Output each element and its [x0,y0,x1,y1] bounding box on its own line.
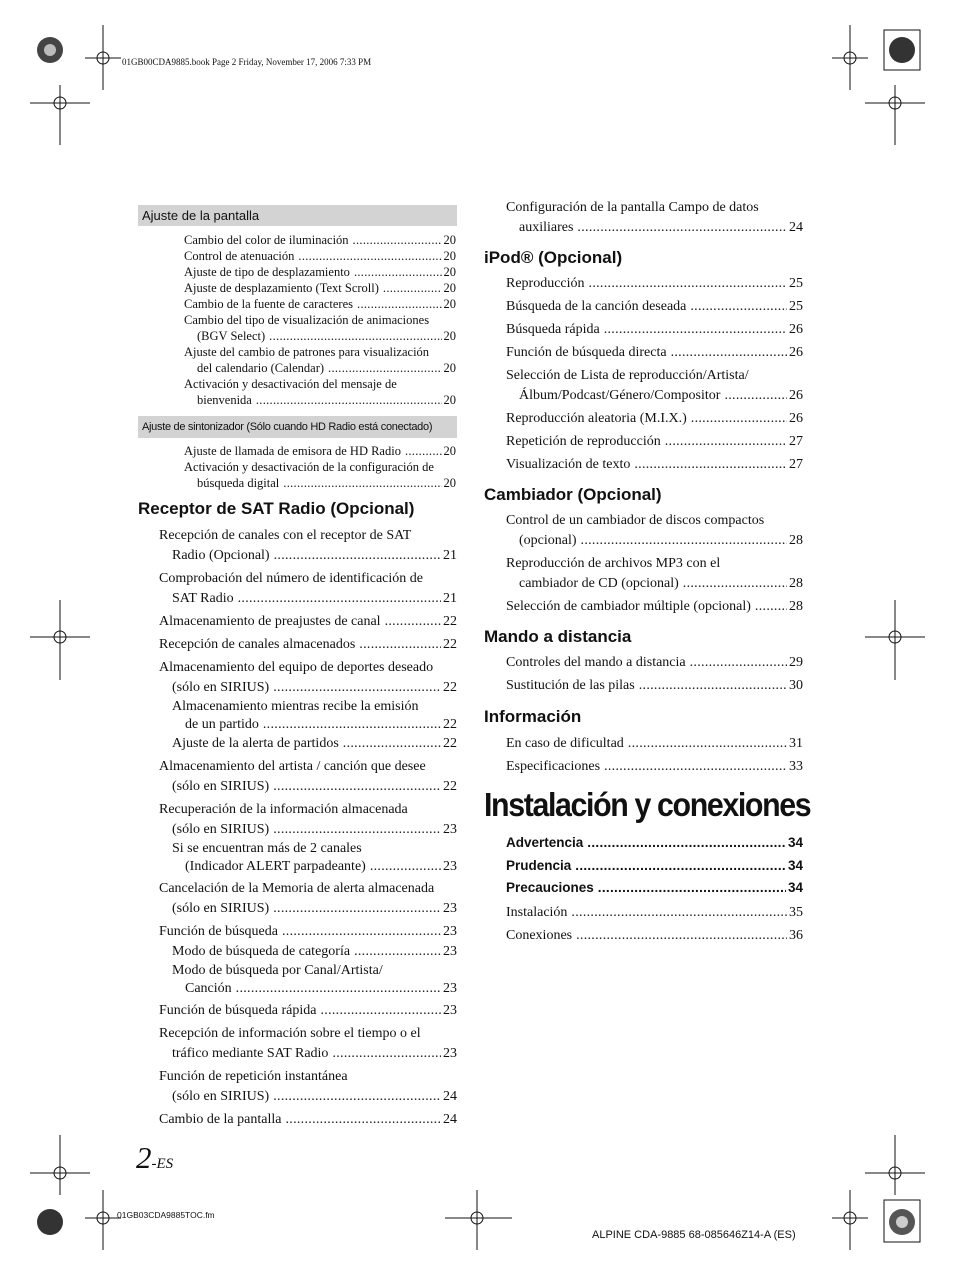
toc-entry[interactable]: Modo de búsqueda por Canal/Artista/ Canción ..... 23 [159,962,457,998]
toc-entry[interactable]: Almacenamiento de preajustes de canal ..... 22 [159,612,457,632]
ipod-list [506,274,803,478]
toc-entry[interactable]: Selección de Lista de reproducción/Artista/ Álbum/Podcast/Género/Compositor ..... 26 [506,366,803,406]
toc-entry[interactable]: Reproducción aleatoria (M.I.X.) ..... 26 [506,409,803,429]
toc-entry[interactable]: Selección de cambiador múltiple (opcional) ..... 28 [506,597,803,617]
toc-entry[interactable]: Modo de búsqueda de categoría ..... 23 [159,942,457,962]
info-list [506,734,803,777]
toc-entry[interactable]: Precauciones ..... 34 [506,877,803,900]
toc-entry[interactable]: Especificaciones ..... 33 [506,757,803,777]
toc-entry[interactable]: Repetición de reproducción ..... 27 [506,432,803,452]
toc-entry[interactable]: Conexiones ..... 36 [506,926,803,946]
installation-list [506,903,803,946]
changer-list [506,511,803,617]
page-suffix: -ES [151,1156,174,1172]
toc-entry[interactable]: En caso de dificultad ..... 31 [506,734,803,754]
toc-entry[interactable]: Reproducción ..... 25 [506,274,803,294]
toc-entry[interactable]: Cambio del tipo de visualización de animaciones (BGV Select) ..... 20 [184,312,456,344]
toc-entry[interactable]: Activación y desactivación del mensaje de bienvenida ..... 20 [184,376,456,408]
ipod-heading: iPod® (Opcional) [484,248,623,267]
toc-entry[interactable]: Recepción de información sobre el tiempo o el tráfico mediante SAT Radio ..... 23 [159,1024,457,1064]
safety-list [506,832,803,900]
toc-entry[interactable]: Activación y desactivación de la configuración de búsqueda digital ..... 20 [184,459,456,491]
toc-entry[interactable]: Almacenamiento del artista / canción que desee (sólo en SIRIUS) ..... 22 [159,757,457,797]
section-band-display: Ajuste de la pantalla [138,205,457,226]
toc-entry[interactable]: Reproducción de archivos MP3 con el cambiador de CD (opcional) ..... 28 [506,554,803,594]
remote-heading: Mando a distancia [484,627,632,646]
toc-entry[interactable]: Función de búsqueda rápida ..... 23 [159,1001,457,1021]
remote-list [506,653,803,696]
toc-entry[interactable]: Ajuste de la alerta de partidos ..... 22 [159,734,457,754]
installation-title: Instalación y conexiones [484,786,811,823]
toc-entry[interactable]: Cambio de la pantalla ..... 24 [159,1110,457,1130]
toc-entry[interactable]: Ajuste del cambio de patrones para visualización del calendario (Calendar) ..... 20 [184,344,456,376]
toc-entry[interactable]: Función de búsqueda directa ..... 26 [506,343,803,363]
toc-entry[interactable]: Visualización de texto ..... 27 [506,455,803,475]
toc-entry[interactable]: Advertencia ..... 34 [506,832,803,855]
tuner-settings-list [184,443,456,491]
toc-entry[interactable]: Recepción de canales con el receptor de SAT Radio (Opcional) ..... 21 [159,526,457,566]
toc-entry[interactable]: Ajuste de desplazamiento (Text Scroll) ..... 20 [184,280,456,296]
sat-radio-list [159,526,457,1130]
info-heading: Información [484,707,582,726]
changer-heading: Cambiador (Opcional) [484,485,662,504]
toc-entry[interactable]: Cambio del color de iluminación ..... 20 [184,232,456,248]
toc-entry[interactable]: Comprobación del número de identificación de SAT Radio ..... 21 [159,569,457,609]
toc-entry[interactable]: Función de repetición instantánea (sólo en SIRIUS) ..... 24 [159,1067,457,1107]
display-settings-list [184,232,456,408]
section-band-tuner: Ajuste de sintonizador (Sólo cuando HD Radio está conectado) [138,416,457,438]
footer-product-code: ALPINE CDA-9885 68-085646Z14-A (ES) [592,1229,796,1241]
toc-entry[interactable]: Búsqueda rápida ..... 26 [506,320,803,340]
toc-entry[interactable]: Si se encuentran más de 2 canales (Indicador ALERT parpadeante) ..... 23 [159,840,457,876]
toc-entry[interactable]: Función de búsqueda ..... 23 [159,922,457,942]
toc-entry[interactable]: Cancelación de la Memoria de alerta almacenada (sólo en SIRIUS) ..... 23 [159,879,457,919]
toc-entry[interactable]: Recuperación de la información almacenada (sólo en SIRIUS) ..... 23 [159,800,457,840]
toc-entry[interactable]: Sustitución de las pilas ..... 30 [506,676,803,696]
sat-radio-heading: Receptor de SAT Radio (Opcional) [138,499,415,518]
file-header-note: 01GB00CDA9885.book Page 2 Friday, November 17, 2006 7:33 PM [122,57,372,67]
footer-file-name: 01GB03CDA9885TOC.fm [117,1210,215,1220]
toc-entry[interactable]: Ajuste de llamada de emisora de HD Radio ..... 20 [184,443,456,459]
toc-entry[interactable]: Almacenamiento del equipo de deportes deseado (sólo en SIRIUS) ..... 22 [159,658,457,698]
toc-entry[interactable]: Configuración de la pantalla Campo de datos auxiliares ..... 24 [506,198,803,238]
toc-entry[interactable]: Almacenamiento mientras recibe la emisión de un partido ..... 22 [159,698,457,734]
page-number: 2-ES [136,1140,174,1175]
toc-entry[interactable]: Controles del mando a distancia ..... 29 [506,653,803,673]
toc-entry[interactable]: Control de un cambiador de discos compactos (opcional) ..... 28 [506,511,803,551]
toc-entry[interactable]: Cambio de la fuente de caracteres ..... 20 [184,296,456,312]
toc-entry[interactable]: Recepción de canales almacenados ..... 22 [159,635,457,655]
toc-entry[interactable]: Búsqueda de la canción deseada ..... 25 [506,297,803,317]
config-entry-list [506,198,803,238]
toc-entry[interactable]: Ajuste de tipo de desplazamiento ..... 20 [184,264,456,280]
toc-entry[interactable]: Control de atenuación ..... 20 [184,248,456,264]
toc-entry[interactable]: Prudencia ..... 34 [506,855,803,878]
toc-entry[interactable]: Instalación ..... 35 [506,903,803,923]
